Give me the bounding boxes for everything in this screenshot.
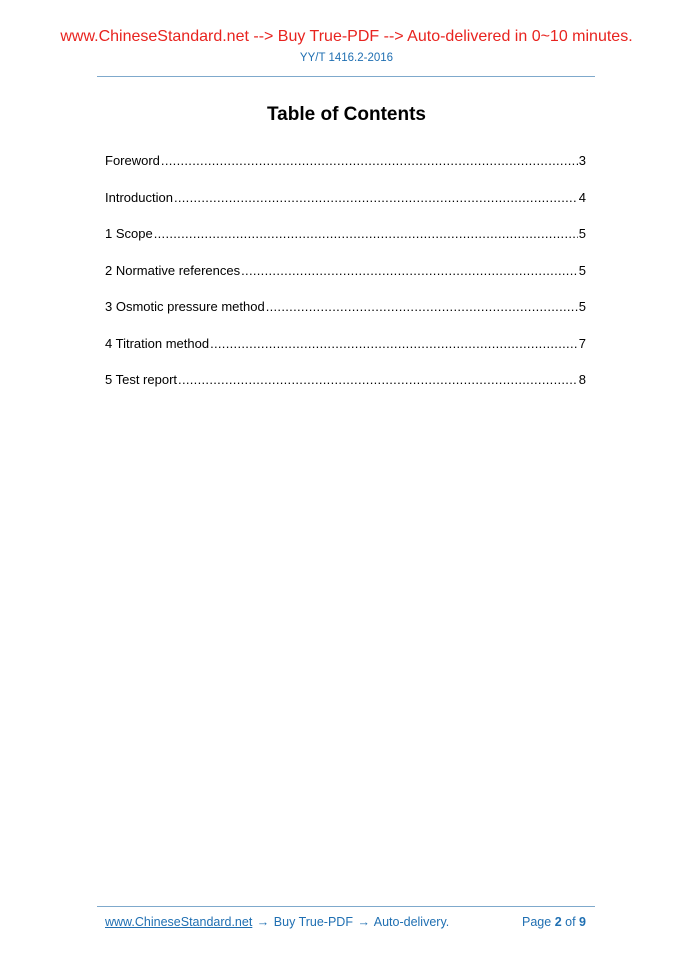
toc-entry-page: 5 — [578, 299, 586, 314]
toc-entry-normative-references[interactable] — [105, 262, 586, 299]
right-arrow-icon: → — [357, 915, 370, 929]
toc-entry-label: 2 Normative references — [105, 262, 241, 278]
page-indicator — [522, 915, 586, 929]
toc-dot-leader — [178, 371, 578, 389]
document-code: YY/T 1416.2-2016 — [299, 52, 394, 64]
toc-dot-leader — [210, 335, 578, 353]
toc-entry-label: 1 Scope — [105, 226, 153, 241]
toc-entry-label: 3 Osmotic pressure method — [105, 299, 265, 314]
toc-entry-titration-method[interactable] — [105, 335, 586, 372]
toc-entry-label: 5 Test report — [105, 372, 178, 387]
toc-entry-page: 5 — [578, 262, 586, 278]
of-word: of — [565, 915, 576, 929]
header-divider — [97, 76, 595, 77]
page-footer — [105, 915, 586, 935]
toc-entry-page: 5 — [578, 226, 586, 241]
footer-promo — [105, 915, 449, 929]
right-arrow-icon: → — [256, 915, 270, 929]
toc-dot-leader — [154, 225, 578, 243]
footer-divider — [97, 906, 595, 907]
toc-dot-leader — [241, 262, 578, 280]
toc-entry-label: Introduction — [105, 189, 173, 205]
toc-entry-page: 8 — [578, 372, 586, 387]
toc-entry-page: 4 — [578, 189, 586, 205]
toc-entry-page: 7 — [578, 335, 586, 351]
toc-entry-label: Foreword — [105, 153, 160, 168]
toc-dot-leader — [266, 298, 578, 316]
toc-title: Table of Contents — [266, 104, 427, 125]
promo-banner[interactable]: www.ChineseStandard.net --> Buy True-PDF --> Auto-delivered in 0~10 minutes. — [60, 28, 633, 45]
toc-entry-introduction[interactable] — [105, 189, 586, 226]
current-page-number: 2 — [554, 915, 562, 929]
toc-entry-scope[interactable] — [105, 225, 586, 262]
toc-entry-test-report[interactable] — [105, 371, 586, 408]
toc-entry-osmotic-pressure-method[interactable] — [105, 298, 586, 335]
toc-dot-leader — [174, 189, 578, 207]
toc-list — [105, 152, 586, 408]
footer-delivery-text: Auto-delivery. — [373, 915, 450, 929]
toc-entry-label: 4 Titration method — [105, 335, 210, 351]
footer-buy-text: Buy True-PDF — [273, 915, 353, 929]
toc-entry-page: 3 — [578, 153, 586, 168]
toc-entry-foreword[interactable] — [105, 152, 586, 189]
footer-site-link[interactable]: www.ChineseStandard.net — [105, 915, 253, 929]
toc-dot-leader — [161, 152, 578, 170]
page-word: Page — [522, 915, 552, 929]
total-pages-number: 9 — [579, 915, 586, 929]
